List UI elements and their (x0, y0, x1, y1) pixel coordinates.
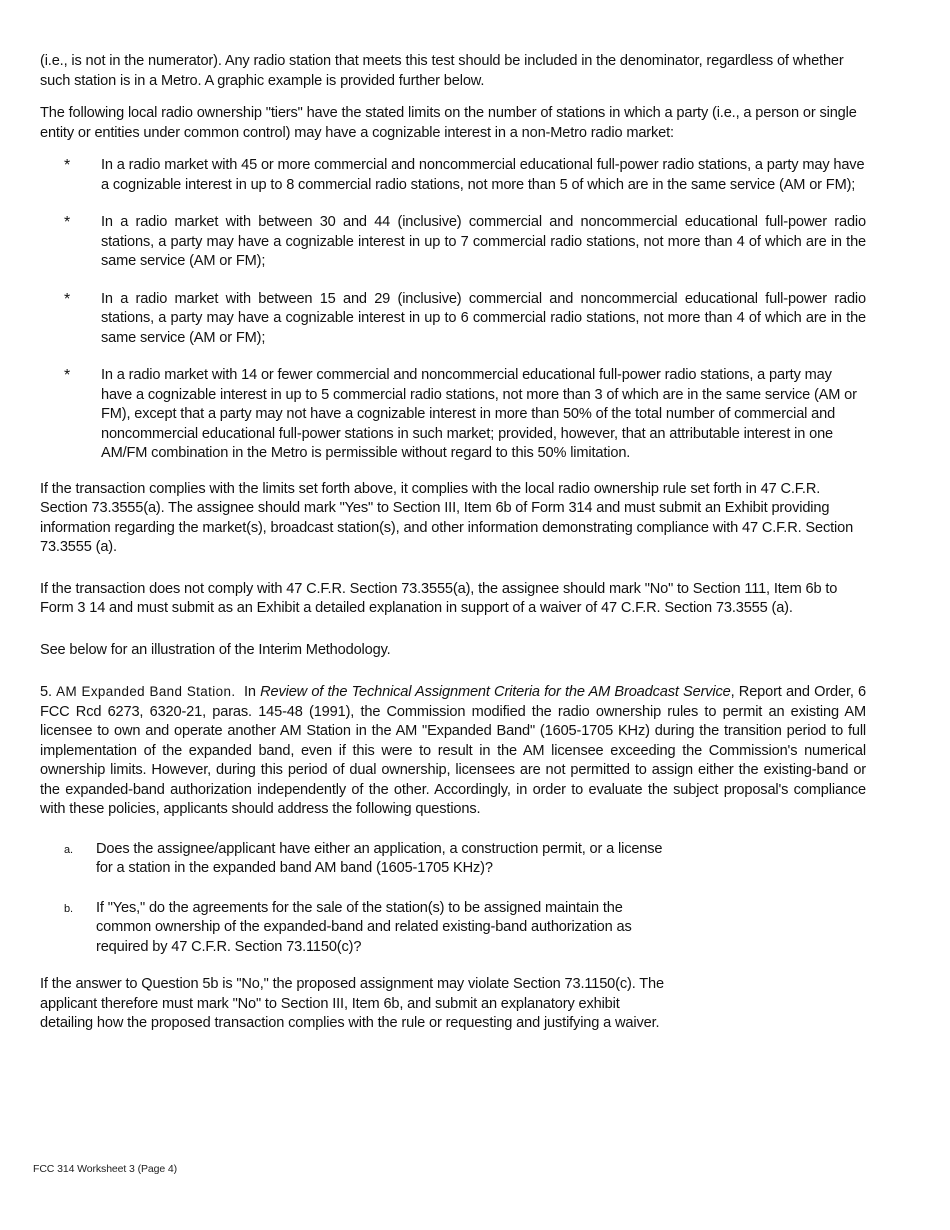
tier-item (40, 213, 866, 272)
paragraph-closing: If the answer to Question 5b is "No," the proposed assignment may violate Section 73.1150(c). The applicant therefore must mark "No" to Section III, Item 6b, and submit an explanatory exhibit detailing how the proposed transaction complies with the rule or requesting and justifying a waiver. (40, 976, 664, 1031)
paragraph-compliance-no: If the transaction does not comply with 47 C.F.R. Section 73.3555(a), the assignee should mark "No" to Section 111, Item 6b to Form 3 14 and must submit as an Exhibit a detailed explanation in support of a waiver of 47 C.F.R. Section 73.3555 (a). (40, 580, 838, 616)
tier-text: In a radio market with 14 or fewer commercial and noncommercial educational full-power radio stations, a party may have a cognizable interest in up to 5 commercial radio stations, not more than 3 of which are in the same service (AM or FM), except that a party may not have a cognizable interest in more than 50% of the total number of commercial and noncommercial educational full-power stations in such market; provided, however, that an attributable interest in one AM/FM combination in the Metro is permissible without regard to this 50% limitation. (101, 367, 857, 461)
tier-list (40, 156, 866, 464)
tier-text: In a radio market with between 30 and 44 (inclusive) commercial and noncommercial educational full-power radio stations, a party may have a cognizable interest in up to 7 commercial radio stations, not more than 4 of which are in the same service (AM or FM); (101, 214, 866, 269)
question-letter: b. (64, 902, 73, 915)
section-5-paragraph (40, 682, 866, 820)
page-footer: FCC 314 Worksheet 3 (Page 4) (33, 1163, 178, 1175)
section-intro: In (243, 684, 256, 700)
paragraph-compliance-yes: If the transaction complies with the limits set forth above, it complies with the local radio ownership rule set forth in 47 C.F.R. Section 73.3555(a). The assignee should mark "Yes" to Section III, Item 6b of Form 314 and must submit an Exhibit providing information regarding the market(s), broadcast station(s), and other information demonstrating compliance with 47 C.F.R. Section 73.3555 (a). (40, 480, 854, 555)
asterisk-bullet: * (64, 214, 71, 231)
tier-item (40, 366, 866, 464)
question-text: If "Yes," do the agreements for the sale of the station(s) to be assigned maintain the common ownership of the expanded-band and related existing-band authorization as required by 47 C.F.R. Section 73.1150(c)? (96, 899, 632, 955)
section-number: 5. (40, 684, 52, 700)
paragraph-tiers-intro: The following local radio ownership "tiers" have the stated limits on the number of stations in which a party (i.e., a person or single entity or entities under common control) may have a cognizable interest in a non-Metro radio market: (40, 105, 857, 141)
tier-text: In a radio market with 45 or more commercial and noncommercial educational full-power radio stations, a party may have a cognizable interest in up to 8 commercial radio stations, not more than 5 of which are in the same service (AM or FM); (101, 157, 865, 193)
paragraph-illustration-note: See below for an illustration of the Interim Methodology. (40, 641, 391, 658)
question-letter: a. (64, 843, 73, 856)
case-title: Review of the Technical Assignment Criteria for the AM Broadcast Service (260, 684, 731, 700)
question-item (40, 899, 680, 958)
question-text: Does the assignee/applicant have either an application, a construction permit, or a license for a station in the expanded band AM band (1605-1705 KHz)? (96, 840, 663, 876)
worksheet-page (40, 52, 866, 1047)
asterisk-bullet: * (64, 157, 71, 174)
section-body: , Report and Order, 6 FCC Rcd 6273, 6320-21, paras. 145-48 (1991), the Commission modified the radio ownership rules to permit an existing AM licensee to own and operate another AM Station in the AM "Expanded Band" (1605-1705 KHz) during the transition period to full implementation of the expanded band, even if this were to result in the AM licensee exceeding the Commission's numerical ownership limits. However, during this period of dual ownership, licensees are not permitted to assign either the existing-band or the expanded-band authorization independently of the other. Accordingly, in order to evaluate the subject proposal's compliance with these policies, applicants should address the following questions. (40, 684, 867, 817)
question-item (40, 840, 680, 879)
question-list (40, 840, 680, 958)
tier-item (40, 290, 866, 349)
asterisk-bullet: * (64, 367, 71, 384)
section-heading: AM Expanded Band Station. (56, 684, 236, 699)
tier-text: In a radio market with between 15 and 29 (inclusive) commercial and noncommercial educational full-power radio stations, a party may have a cognizable interest in up to 6 commercial radio stations, not more than 4 of which are in the same service (AM or FM); (101, 290, 866, 346)
paragraph-denominator-note: (i.e., is not in the numerator). Any radio station that meets this test should be included in the denominator, regardless of whether such station is in a Metro. A graphic example is provided further below. (40, 53, 844, 89)
asterisk-bullet: * (64, 290, 71, 308)
tier-item (40, 156, 866, 195)
